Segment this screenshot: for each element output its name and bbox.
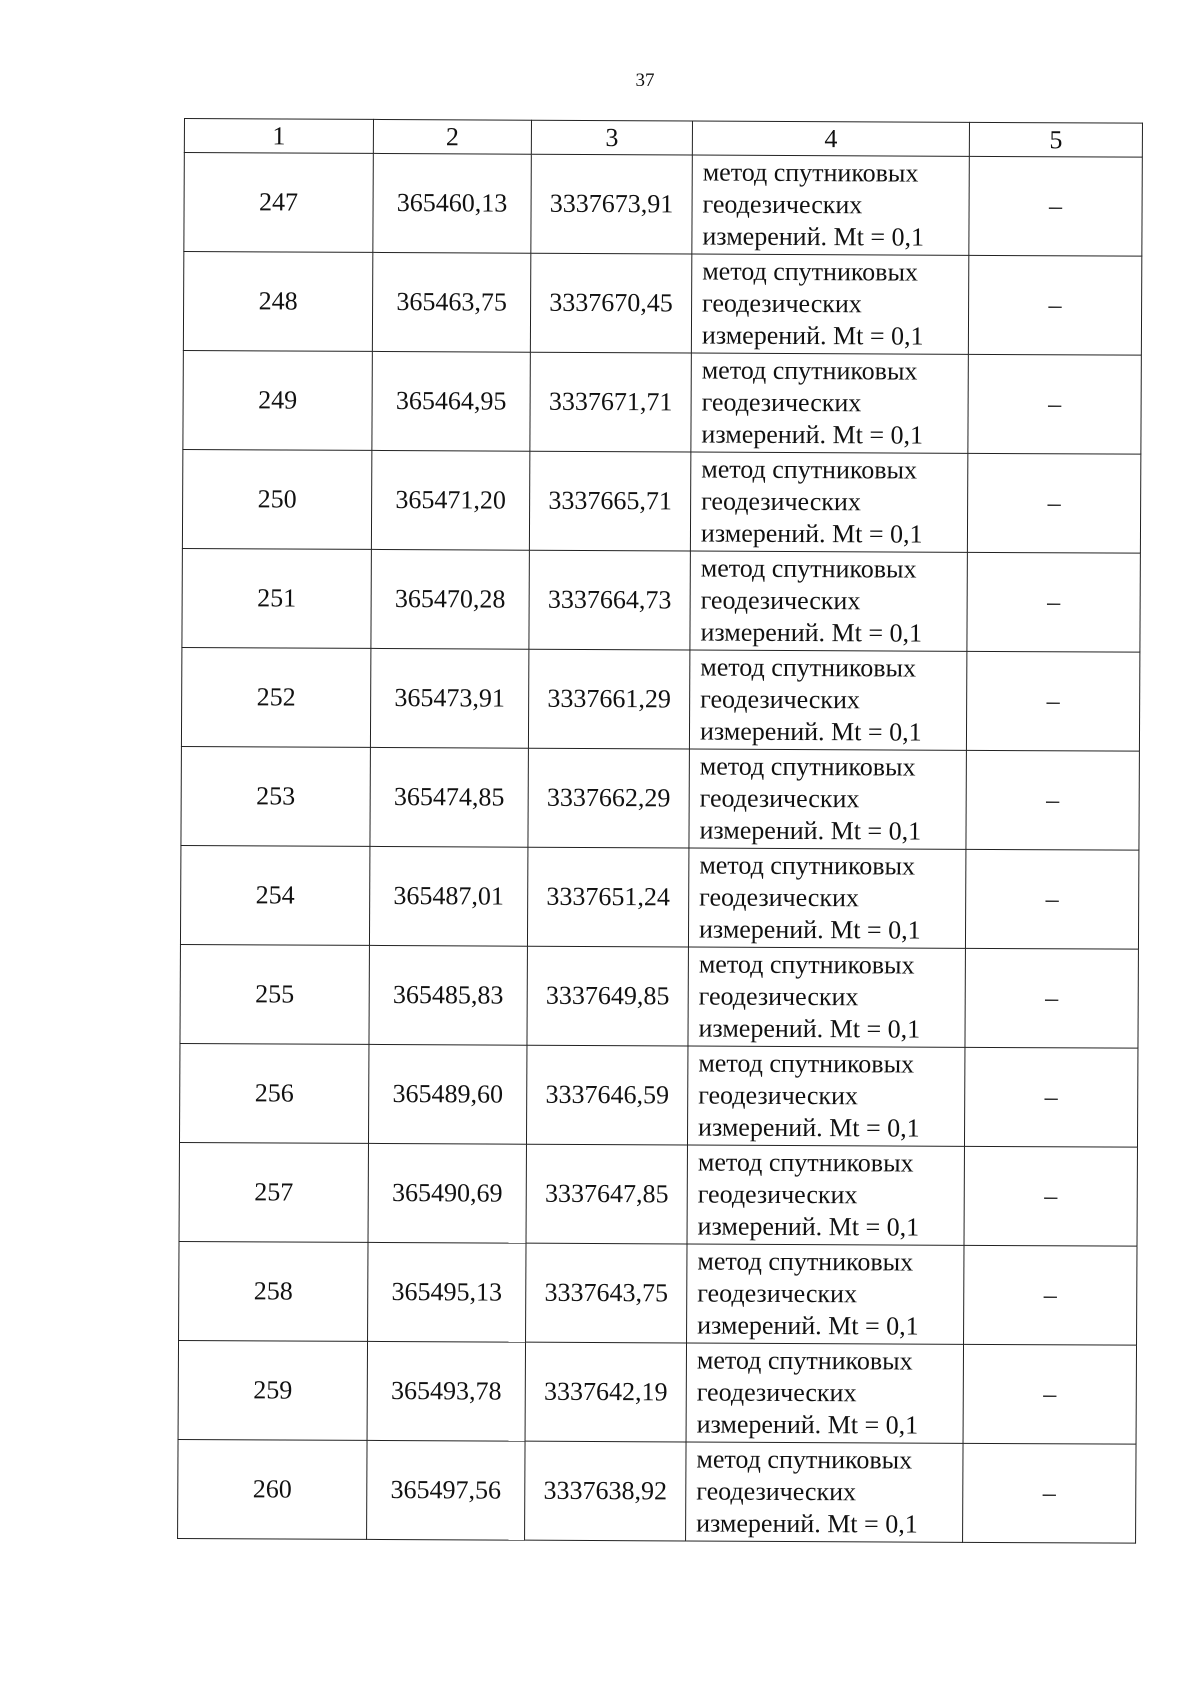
cell-point-number: 249	[183, 350, 372, 450]
method-line: геодезических	[701, 486, 861, 517]
method-line: измерений. Mt = 0,1	[699, 815, 922, 846]
cell-method	[691, 353, 968, 453]
coordinates-table	[177, 118, 1143, 1544]
header-col-2: 2	[373, 119, 531, 154]
cell-method	[687, 1244, 964, 1344]
method-line: метод спутниковых	[701, 355, 918, 386]
method-line: измерений. Mt = 0,1	[696, 1409, 919, 1440]
cell-point-number: 254	[180, 845, 369, 945]
cell-y-coordinate: 3337661,29	[528, 649, 689, 749]
method-line: геодезических	[697, 1179, 858, 1210]
method-line: метод спутниковых	[700, 652, 917, 683]
cell-y-coordinate: 3337664,73	[529, 550, 690, 650]
header-col-1: 1	[184, 119, 373, 154]
method-line: метод спутниковых	[698, 1048, 915, 1079]
table-body	[178, 153, 1143, 1544]
cell-x-coordinate: 365495,13	[368, 1242, 526, 1342]
method-line: метод спутниковых	[701, 454, 918, 485]
method-line: метод спутниковых	[699, 751, 916, 782]
cell-x-coordinate: 365464,95	[372, 351, 530, 451]
cell-x-coordinate: 365497,56	[367, 1440, 525, 1540]
table-row	[178, 1439, 1136, 1543]
cell-method	[690, 452, 967, 552]
method-line: измерений. Mt = 0,1	[696, 1508, 918, 1539]
cell-x-coordinate: 365474,85	[370, 747, 528, 847]
cell-point-number: 259	[178, 1340, 367, 1440]
cell-method	[686, 1442, 963, 1542]
table-header	[184, 119, 1142, 158]
method-line: измерений. Mt = 0,1	[700, 617, 923, 648]
method-line: метод спутниковых	[697, 1246, 914, 1277]
cell-note: –	[963, 1443, 1136, 1543]
cell-y-coordinate: 3337643,75	[526, 1243, 687, 1343]
method-line: измерений. Mt = 0,1	[698, 1112, 920, 1143]
cell-method	[688, 947, 965, 1047]
method-line: измерений. Mt = 0,1	[700, 518, 923, 549]
cell-point-number: 251	[182, 548, 371, 648]
cell-x-coordinate: 365473,91	[370, 648, 528, 748]
table-row	[181, 746, 1139, 850]
method-line: геодезических	[699, 882, 860, 913]
table-row	[180, 944, 1138, 1048]
cell-y-coordinate: 3337647,85	[526, 1144, 687, 1244]
method-line: метод спутниковых	[696, 1444, 913, 1475]
method-line: геодезических	[696, 1476, 857, 1507]
cell-note: –	[967, 552, 1140, 652]
method-line: метод спутниковых	[698, 949, 915, 980]
cell-note: –	[969, 156, 1142, 256]
table-row	[179, 1142, 1137, 1246]
header-col-5: 5	[969, 122, 1142, 157]
cell-x-coordinate: 365489,60	[368, 1044, 526, 1144]
cell-y-coordinate: 3337651,24	[527, 847, 688, 947]
method-line: измерений. Mt = 0,1	[701, 320, 924, 351]
cell-note: –	[963, 1344, 1136, 1444]
cell-x-coordinate: 365463,75	[372, 252, 530, 352]
header-col-3: 3	[531, 120, 692, 155]
method-line: измерений. Mt = 0,1	[698, 1013, 921, 1044]
table-row	[180, 845, 1138, 949]
cell-point-number: 250	[182, 449, 371, 549]
cell-method	[690, 551, 967, 651]
cell-method	[687, 1046, 964, 1146]
header-row	[184, 119, 1142, 158]
cell-y-coordinate: 3337649,85	[527, 946, 688, 1046]
method-line: измерений. Mt = 0,1	[699, 716, 922, 747]
method-line: метод спутниковых	[699, 850, 916, 881]
cell-point-number: 258	[179, 1241, 368, 1341]
cell-point-number: 255	[180, 944, 369, 1044]
cell-y-coordinate: 3337642,19	[525, 1342, 686, 1442]
method-line: геодезических	[701, 387, 862, 418]
method-line: метод спутниковых	[696, 1345, 913, 1376]
cell-note: –	[965, 849, 1138, 949]
method-line: метод спутниковых	[702, 256, 919, 287]
cell-note: –	[967, 453, 1140, 553]
cell-point-number: 260	[178, 1439, 367, 1539]
table-row	[183, 350, 1141, 454]
header-col-4: 4	[692, 121, 969, 156]
cell-note: –	[964, 1047, 1137, 1147]
method-line: метод спутниковых	[697, 1147, 914, 1178]
method-line: метод спутниковых	[700, 553, 917, 584]
cell-x-coordinate: 365493,78	[367, 1341, 525, 1441]
cell-y-coordinate: 3337638,92	[525, 1441, 686, 1541]
table-row	[183, 252, 1141, 356]
page-number: 37	[635, 70, 655, 91]
cell-note: –	[964, 1245, 1137, 1345]
cell-x-coordinate: 365490,69	[368, 1143, 526, 1243]
cell-x-coordinate: 365487,01	[369, 846, 527, 946]
cell-method	[689, 650, 966, 750]
method-line: измерений. Mt = 0,1	[698, 914, 921, 945]
cell-method	[687, 1145, 964, 1245]
cell-x-coordinate: 365460,13	[373, 153, 531, 253]
method-line: измерений. Mt = 0,1	[701, 419, 924, 450]
cell-point-number: 257	[179, 1142, 368, 1242]
table-row	[178, 1340, 1136, 1444]
method-line: геодезических	[702, 189, 863, 220]
cell-y-coordinate: 3337670,45	[530, 253, 691, 353]
cell-y-coordinate: 3337671,71	[530, 352, 691, 452]
cell-x-coordinate: 365471,20	[371, 450, 529, 550]
cell-point-number: 248	[183, 252, 372, 352]
method-line: геодезических	[697, 1278, 858, 1309]
cell-note: –	[966, 651, 1139, 751]
method-line: геодезических	[700, 684, 860, 715]
method-line: геодезических	[698, 1080, 859, 1111]
method-line: геодезических	[700, 585, 861, 616]
method-line: геодезических	[699, 783, 860, 814]
cell-method	[692, 155, 969, 255]
method-line: метод спутниковых	[702, 157, 919, 188]
table-row	[179, 1043, 1137, 1147]
cell-method	[691, 254, 968, 354]
cell-note: –	[964, 1146, 1137, 1246]
cell-y-coordinate: 3337662,29	[528, 748, 689, 848]
cell-point-number: 252	[181, 647, 370, 747]
cell-y-coordinate: 3337646,59	[526, 1045, 687, 1145]
cell-x-coordinate: 365470,28	[371, 549, 529, 649]
cell-method	[686, 1343, 963, 1443]
method-line: измерений. Mt = 0,1	[702, 221, 925, 252]
cell-note: –	[968, 255, 1141, 355]
cell-method	[689, 749, 966, 849]
table-row	[182, 548, 1140, 652]
cell-y-coordinate: 3337673,91	[531, 154, 692, 254]
table-row	[179, 1241, 1137, 1345]
cell-note: –	[968, 354, 1141, 454]
cell-x-coordinate: 365485,83	[369, 945, 527, 1045]
method-line: измерений. Mt = 0,1	[697, 1211, 920, 1242]
table-row	[181, 647, 1139, 751]
cell-point-number: 256	[179, 1043, 368, 1143]
cell-method	[688, 848, 965, 948]
cell-point-number: 247	[184, 153, 373, 253]
method-line: геодезических	[702, 288, 862, 319]
method-line: геодезических	[698, 981, 859, 1012]
table-row	[184, 153, 1142, 257]
cell-note: –	[965, 948, 1138, 1048]
method-line: геодезических	[696, 1377, 857, 1408]
cell-point-number: 253	[181, 746, 370, 846]
table-row	[182, 449, 1140, 553]
method-line: измерений. Mt = 0,1	[697, 1310, 919, 1341]
cell-y-coordinate: 3337665,71	[529, 451, 690, 551]
cell-note: –	[966, 750, 1139, 850]
